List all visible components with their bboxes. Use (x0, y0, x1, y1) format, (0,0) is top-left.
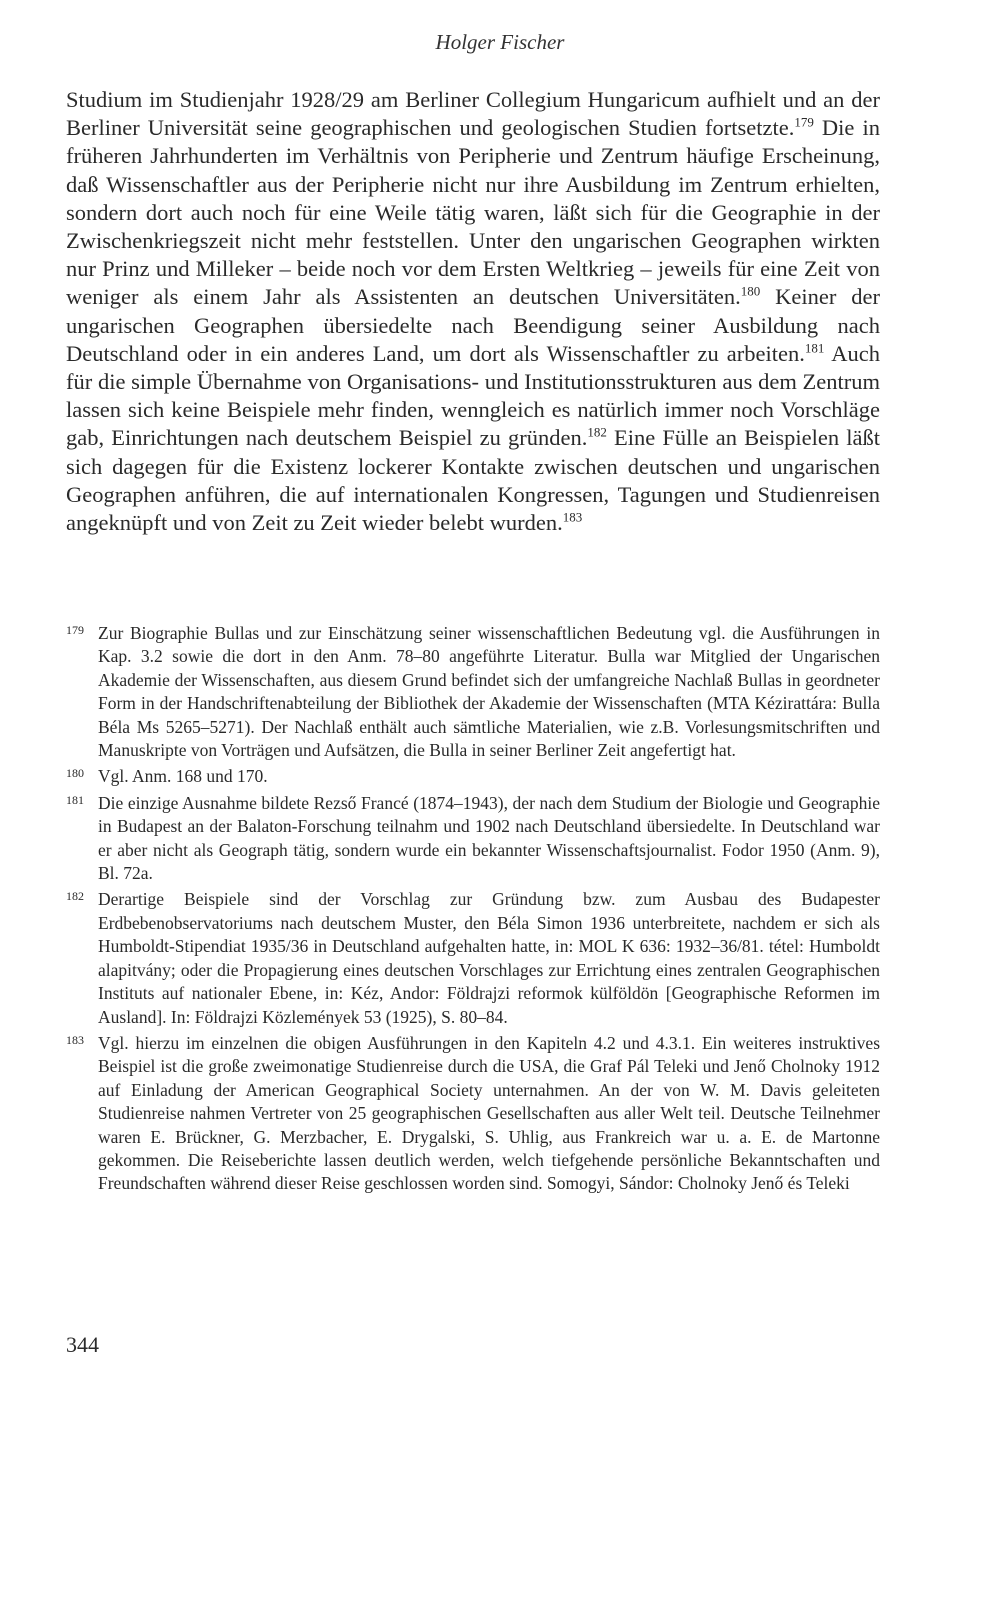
footnote-ref-180[interactable]: 180 (740, 283, 761, 299)
text-segment: Keiner der ungarischen Geographen übersiedelte nach Beendigung seiner Ausbildung nach Deutschland oder in ein anderes Land, um dort als Wissenschaftler zu arbeiten. (66, 284, 880, 366)
body-paragraph (66, 86, 880, 537)
footnote-ref-179[interactable]: 179 (794, 114, 814, 130)
footnote-number: 179 (66, 623, 84, 637)
footnote-ref-183[interactable]: 183 (562, 509, 583, 525)
footnote-182 (66, 888, 880, 1028)
footnote-text: Die einzige Ausnahme bildete Rezső Francé (1874–1943), der nach dem Studium der Biologie und Geographie in Budapest an der Balaton-Forschung teilnahm und 1902 nach Deutschland übersiedelte. In Deutschland war er aber nicht als Geograph tätig, sondern wurde ein bekannter Wissenschaftsjournalist. Fodor 1950 (Anm. 9), Bl. 72a. (98, 792, 880, 884)
footnote-179 (66, 622, 880, 762)
text-segment: Auch für die simple Übernahme von Organisations- und Institutionsstrukturen aus dem Zentrum lassen sich keine Beispiele mehr finden, wenngleich es natürlich immer noch Vorschläge gab, Einrichtungen nach deutschem Beispiel zu gründen. (66, 340, 880, 451)
footnote-number: 181 (66, 792, 84, 807)
text-segment: Studium im Studienjahr 1928/29 am Berliner Collegium Hungaricum aufhielt und an der Berliner Universität seine geographischen und geologischen Studien fortsetzte. (66, 87, 880, 141)
footnote-number: 180 (66, 766, 84, 781)
footnote-ref-182[interactable]: 182 (587, 424, 607, 440)
footnotes (66, 622, 880, 1199)
footnote-number: 182 (66, 889, 84, 904)
footnote-number: 183 (66, 1032, 84, 1047)
footnote-181 (66, 792, 880, 886)
footnote-183 (66, 1032, 880, 1196)
footnote-ref-181[interactable]: 181 (804, 340, 825, 356)
main-text (66, 86, 880, 537)
text-segment: Die in früheren Jahrhunderten im Verhältnis von Peripherie und Zentrum häufige Erscheinung, daß Wissenschaftler aus der Peripherie nicht nur ihre Ausbildung im Zentrum erhielten, sondern dort auch noch für eine Weile tätig waren, läßt sich für die Geographie in der Zwischenkriegszeit nicht mehr feststellen. Unter den ungarischen Geographen wirkten nur Prinz und Milleker – beide noch vor dem Ersten Weltkrieg – jeweils für eine Zeit von weniger als einem Jahr als Assistenten an deutschen Universitäten. (66, 115, 880, 310)
running-header: Holger Fischer (435, 30, 565, 54)
footnote-text: Vgl. Anm. 168 und 170. (98, 766, 268, 787)
page-number: 344 (66, 1332, 99, 1357)
text-segment: Eine Fülle an Beispielen läßt sich dagegen für die Existenz lockerer Kontakte zwischen deutschen und ungarischen Geographen anführen, die auf internationalen Kongressen, Tagungen und Studienreisen angeknüpft und von Zeit zu Zeit wieder belebt wurden. (66, 425, 880, 536)
footnote-text: Zur Biographie Bullas und zur Einschätzung seiner wissenschaftlichen Bedeutung vgl. die Ausführungen in Kap. 3.2 sowie die dort in den Anm. 78–80 angeführte Literatur. Bulla war Mitglied der Ungarischen Akademie der Wissenschaften, aus diesem Grund befindet sich der umfangreiche Nachlaß Bullas in geordneter Form in der Handschriftenabteilung der Bibliothek der Akademie der Wissenschaften (MTA Kézirattára: Bulla Béla Ms 5265–5271). Der Nachlaß enthält auch sämtliche Materialien, wie z.B. Vorlesungsmitschriften und Manuskripte von Vorträgen und Aufsätzen, die Bulla in seiner Berliner Zeit angefertigt hat. (98, 623, 880, 761)
footnote-180 (66, 765, 880, 788)
footnote-text: Vgl. hierzu im einzelnen die obigen Ausführungen in den Kapiteln 4.2 und 4.3.1. Ein weiteres instruktives Beispiel ist die große zweimonatige Studienreise durch die USA, die Graf Pál Teleki und Jenő Cholnoky 1912 auf Einladung der American Geographical Society unternahmen. An der von W. M. Davis geleiteten Studienreise nahmen Vertreter von 25 geographischen Gesellschaften aus aller Welt teil. Deutsche Teilnehmer waren E. Brückner, G. Merzbacher, E. Drygalski, S. Uhlig, aus Frankreich war u. a. E. de Martonne gekommen. Die Reiseberichte lassen deutlich werden, welch tiefgehende persönliche Bekanntschaften und Freundschaften während dieser Reise geschlossen worden sind. Somogyi, Sándor: Cholnoky Jenő és Teleki (98, 1032, 880, 1194)
footnote-text: Derartige Beispiele sind der Vorschlag zur Gründung bzw. zum Ausbau des Budapester Erdbebenobservatoriums nach deutschem Muster, den Béla Simon 1936 unterbreitete, nachdem er sich als Humboldt-Stipendiat 1935/36 in Deutschland aufgehalten hatte, in: MOL K 636: 1932–36/81. tétel: Humboldt alapitvány; oder die Propagierung eines deutschen Vorschlages zur Errichtung eines zentralen Geographischen Instituts auf nationaler Ebene, in: Kéz, Andor: Földrajzi reformok külföldön [Geographische Reformen im Ausland]. In: Földrajzi Közlemények 53 (1925), S. 80–84. (98, 889, 880, 1027)
